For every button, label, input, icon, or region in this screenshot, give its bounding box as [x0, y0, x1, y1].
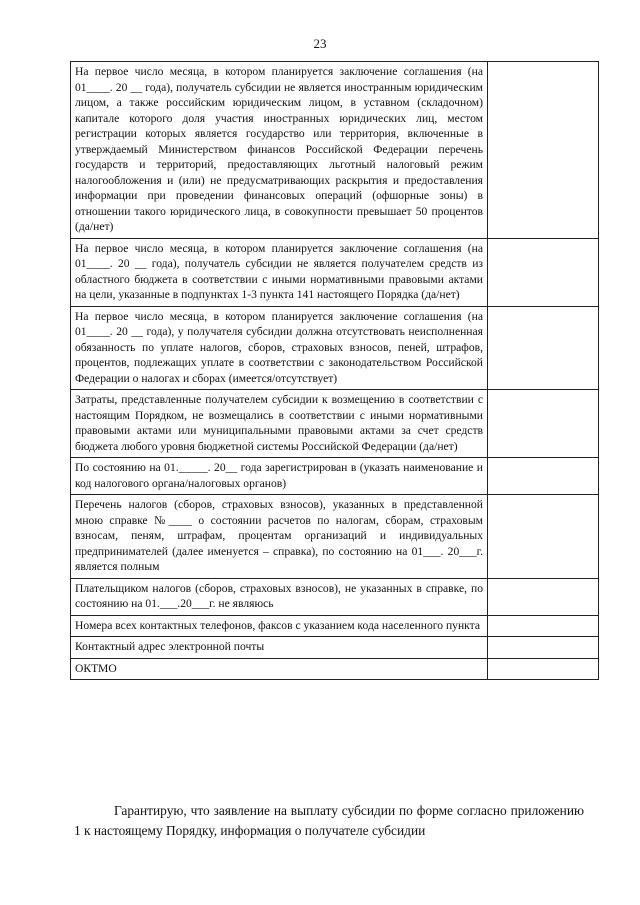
row-label-email: Контактный адрес электронной почты: [71, 637, 488, 659]
table-row: [71, 62, 599, 239]
table-row: [71, 306, 599, 390]
table-row: [71, 458, 599, 495]
row-label-offshore: На первое число месяца, в котором планируется заключение соглашения (на 01____. 20 __ года), получатель субсидии не является иностранным юридическим лицом, а также российским юридическим лицом, в уставном (складочном) капитале которого доля участия иностранных юридических лиц, местом регистрации которых является государство или территория, включенные в утверждаемый Министерством финансов Российской Федерации перечень государств и территорий, предоставляющих льготный налоговый режим налогообложения и (или) не предусматривающих раскрытия и предоставления информации при проведении финансовых операций (офшорные зоны) в отношении такого юридического лица, в совокупности превышает 50 процентов (да/нет): [71, 62, 488, 239]
table-row: [71, 615, 599, 637]
row-label-tax-debt: На первое число месяца, в котором планируется заключение соглашения (на 01____. 20 __ года), у получателя субсидии должна отсутствовать неисполненная обязанность по уплате налогов, сборов, страховых взносов, пеней, штрафов, процентов, подлежащих уплате в соответствии с законодательством Российской Федерации о налогах и сборах (имеется/отсутствует): [71, 306, 488, 390]
row-value-tax-registration[interactable]: [488, 458, 599, 495]
row-label-costs-not-reimbursed: Затраты, представленные получателем субсидии к возмещению в соответствии с настоящим Порядком, не возмещались в соответствии с иными нормативными правовыми актами или муниципальными правовыми актами за счет средств бюджета любого уровня бюджетной системы Российской Федерации (да/нет): [71, 390, 488, 458]
row-value-other-funding[interactable]: [488, 238, 599, 306]
row-value-oktmo[interactable]: [488, 658, 599, 680]
guarantee-paragraph: Гарантирую, что заявление на выплату субсидии по форме согласно приложению 1 к настоящему Порядку, информация о получателе субсидии: [74, 803, 584, 838]
row-label-phones: Номера всех контактных телефонов, факсов с указанием кода населенного пункта: [71, 615, 488, 637]
row-label-other-funding: На первое число месяца, в котором планируется заключение соглашения (на 01____. 20 __ года), получатель субсидии не является получателем средств из областного бюджета в соответствии с иными нормативными правовыми актами на цели, указанные в подпунктах 1-3 пункта 141 настоящего Порядка (да/нет): [71, 238, 488, 306]
row-label-oktmo: ОКТМО: [71, 658, 488, 680]
table-row: [71, 238, 599, 306]
row-label-other-taxpayer: Плательщиком налогов (сборов, страховых взносов), не указанных в справке, по состоянию на 01.___.20___г. не являюсь: [71, 578, 488, 615]
row-value-tax-debt[interactable]: [488, 306, 599, 390]
table-row: [71, 578, 599, 615]
table-row: [71, 495, 599, 579]
row-value-email[interactable]: [488, 637, 599, 659]
row-value-phones[interactable]: [488, 615, 599, 637]
page-number: 23: [313, 36, 327, 51]
table-row: [71, 658, 599, 680]
row-value-other-taxpayer[interactable]: [488, 578, 599, 615]
row-value-offshore[interactable]: [488, 62, 599, 239]
row-value-costs-not-reimbursed[interactable]: [488, 390, 599, 458]
table-row: [71, 390, 599, 458]
table-row: [71, 637, 599, 659]
row-label-tax-registration: По состоянию на 01._____. 20__ года зарегистрирован в (указать наименование и код налогового органа/налоговых органов): [71, 458, 488, 495]
recipient-info-table: [70, 61, 599, 680]
row-label-tax-list: Перечень налогов (сборов, страховых взносов), указанных в представленной мною справке №____ о состоянии расчетов по налогам, сборам, страховым взносам, пеням, штрафам, процентам организаций и индивидуальных предпринимателей (далее именуется – справка), по состоянию на 01___. 20___г. является полным: [71, 495, 488, 579]
row-value-tax-list[interactable]: [488, 495, 599, 579]
